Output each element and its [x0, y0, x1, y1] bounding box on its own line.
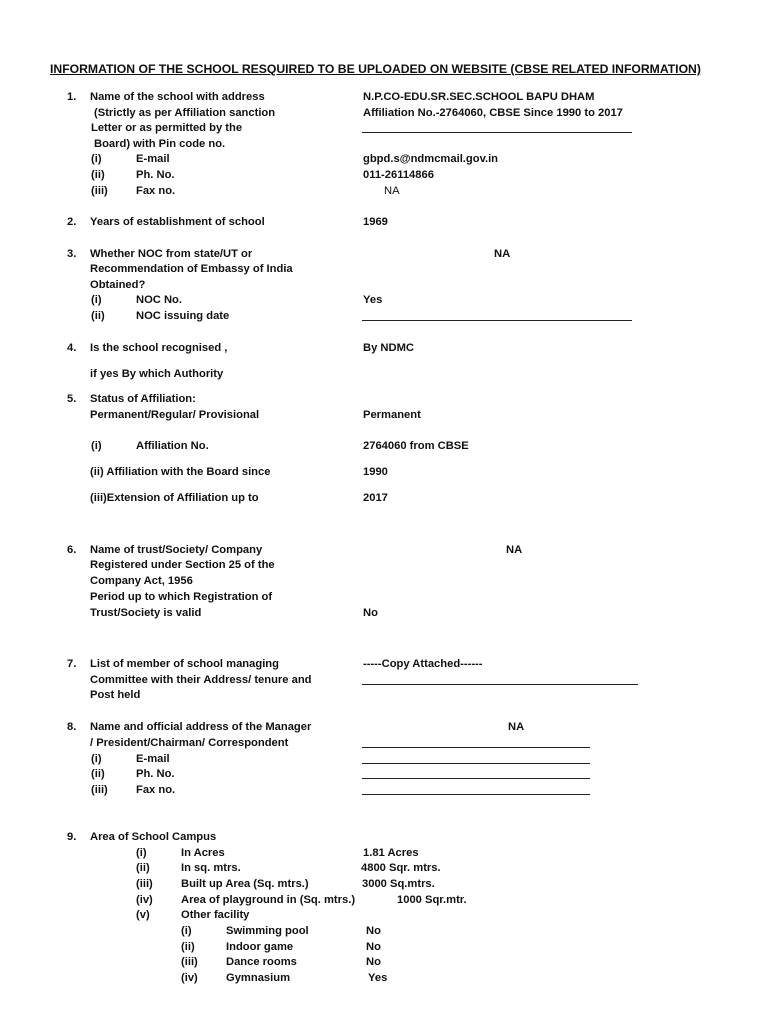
sqm-label: In sq. mtrs. [181, 862, 241, 874]
affiliation-status-value: Permanent [363, 409, 421, 421]
other-facility-label: Other facility [181, 909, 250, 921]
item-7-label-line-3: Post held [90, 689, 141, 701]
manager-email-underline [362, 763, 590, 764]
item-6-label-line-5: Trust/Society is valid [90, 607, 202, 619]
dance-rooms-value: No [366, 956, 381, 968]
item-4-number: 4. [67, 342, 77, 354]
item-7-label-line-1: List of member of school managing [90, 658, 279, 670]
noc-number-value: Yes [363, 294, 383, 306]
dance-rooms-number: (iii) [181, 956, 198, 968]
item-4-sub-label: if yes By which Authority [90, 368, 224, 380]
noc-na-value: NA [494, 248, 511, 260]
item-6-label-line-3: Company Act, 1956 [90, 575, 193, 587]
item-3-noc-number: (i) [91, 294, 102, 306]
item-1-fax-label: Fax no. [136, 185, 176, 197]
item-8-fax-label: Fax no. [136, 784, 176, 796]
school-email-value: gbpd.s@ndmcmail.gov.in [363, 153, 499, 165]
item-7-label-line-2: Committee with their Address/ tenure and [90, 674, 312, 686]
item-2-label: Years of establishment of school [90, 216, 265, 228]
affiliation-summary-value: Affiliation No.-2764060, CBSE Since 1990 to 2017 [363, 107, 623, 119]
built-up-value: 3000 Sq.mtrs. [362, 878, 435, 890]
other-facility-number: (v) [136, 909, 150, 921]
item-5-since-label: (ii) Affiliation with the Board since [90, 466, 271, 478]
item-6-label-line-1: Name of trust/Society/ Company [90, 544, 263, 556]
page-title: INFORMATION OF THE SCHOOL RESQUIRED TO BE UPLOADED ON WEBSITE (CBSE RELATED INFORMATION) [50, 62, 701, 76]
gymnasium-number: (iv) [181, 972, 198, 984]
item-1-label-line-4: Board) with Pin code no. [94, 138, 226, 150]
item-1-label-line-3: Letter or as permitted by the [91, 122, 243, 134]
item-1-email-label: E-mail [136, 153, 170, 165]
item-3-date-number: (ii) [91, 310, 105, 322]
manager-fax-underline [362, 794, 590, 795]
sqm-number: (ii) [136, 862, 150, 874]
acres-value: 1.81 Acres [363, 847, 419, 859]
item-1-label-line-2: (Strictly as per Affiliation sanction [94, 107, 276, 119]
playground-value: 1000 Sqr.mtr. [397, 894, 467, 906]
item-5-label-line-2: Permanent/Regular/ Provisional [90, 409, 260, 421]
address-underline [362, 132, 632, 133]
item-1-phone-label: Ph. No. [136, 169, 175, 181]
pool-number: (i) [181, 925, 192, 937]
built-up-label: Built up Area (Sq. mtrs.) [181, 878, 309, 890]
item-9-label: Area of School Campus [90, 831, 217, 843]
trust-validity-value: No [363, 607, 378, 619]
committee-list-value: -----Copy Attached------ [363, 658, 483, 670]
item-2-number: 2. [67, 216, 77, 228]
item-5-extension-label: (iii)Extension of Affiliation up to [90, 492, 259, 504]
item-8-label-line-1: Name and official address of the Manager [90, 721, 312, 733]
item-3-label-line-1: Whether NOC from state/UT or [90, 248, 253, 260]
item-9-number: 9. [67, 831, 77, 843]
item-8-fax-number: (iii) [91, 784, 108, 796]
affiliation-number-value: 2764060 from CBSE [363, 440, 469, 452]
item-8-email-label: E-mail [136, 753, 170, 765]
manager-address-underline [362, 747, 590, 748]
dance-rooms-label: Dance rooms [226, 956, 297, 968]
item-8-phone-label: Ph. No. [136, 768, 175, 780]
item-6-number: 6. [67, 544, 77, 556]
manager-na-value: NA [508, 721, 525, 733]
item-3-label-line-3: Obtained? [90, 279, 146, 291]
item-6-label-line-2: Registered under Section 25 of the [90, 559, 275, 571]
item-5-label-line-1: Status of Affiliation: [90, 393, 196, 405]
playground-label: Area of playground in (Sq. mtrs.) [181, 894, 356, 906]
sqm-value: 4800 Sqr. mtrs. [361, 862, 441, 874]
item-8-phone-number: (ii) [91, 768, 105, 780]
item-1-fax-number: (iii) [91, 185, 108, 197]
trust-na-value: NA [506, 544, 523, 556]
item-1-label-line-1: Name of the school with address [90, 91, 265, 103]
gymnasium-value: Yes [368, 972, 388, 984]
acres-label: In Acres [181, 847, 225, 859]
affiliation-extension-value: 2017 [363, 492, 388, 504]
recognition-value: By NDMC [363, 342, 414, 354]
item-3-date-label: NOC issuing date [136, 310, 230, 322]
acres-number: (i) [136, 847, 147, 859]
indoor-game-number: (ii) [181, 941, 195, 953]
gymnasium-label: Gymnasium [226, 972, 291, 984]
item-8-label-line-2: / President/Chairman/ Correspondent [90, 737, 289, 749]
manager-phone-underline [362, 778, 590, 779]
school-name-value: N.P.CO-EDU.SR.SEC.SCHOOL BAPU DHAM [363, 91, 595, 103]
item-5-affiliation-label: Affiliation No. [136, 440, 209, 452]
item-5-affiliation-number: (i) [91, 440, 102, 452]
item-1-email-number: (i) [91, 153, 102, 165]
committee-underline [362, 684, 638, 685]
pool-label: Swimming pool [226, 925, 309, 937]
affiliation-since-value: 1990 [363, 466, 388, 478]
pool-value: No [366, 925, 381, 937]
playground-number: (iv) [136, 894, 153, 906]
indoor-game-value: No [366, 941, 381, 953]
item-1-number: 1. [67, 91, 77, 103]
built-up-number: (iii) [136, 878, 153, 890]
item-4-label: Is the school recognised , [90, 342, 228, 354]
school-fax-value: NA [384, 185, 400, 197]
item-3-label-line-2: Recommendation of Embassy of India [90, 263, 293, 275]
item-6-label-line-4: Period up to which Registration of [90, 591, 273, 603]
establishment-year-value: 1969 [363, 216, 388, 228]
item-5-number: 5. [67, 393, 77, 405]
item-8-number: 8. [67, 721, 77, 733]
noc-date-underline [362, 320, 632, 321]
item-7-number: 7. [67, 658, 77, 670]
item-3-noc-label: NOC No. [136, 294, 182, 306]
item-1-phone-number: (ii) [91, 169, 105, 181]
item-8-email-number: (i) [91, 753, 102, 765]
indoor-game-label: Indoor game [226, 941, 294, 953]
school-phone-value: 011-26114866 [363, 169, 434, 181]
item-3-number: 3. [67, 248, 77, 260]
